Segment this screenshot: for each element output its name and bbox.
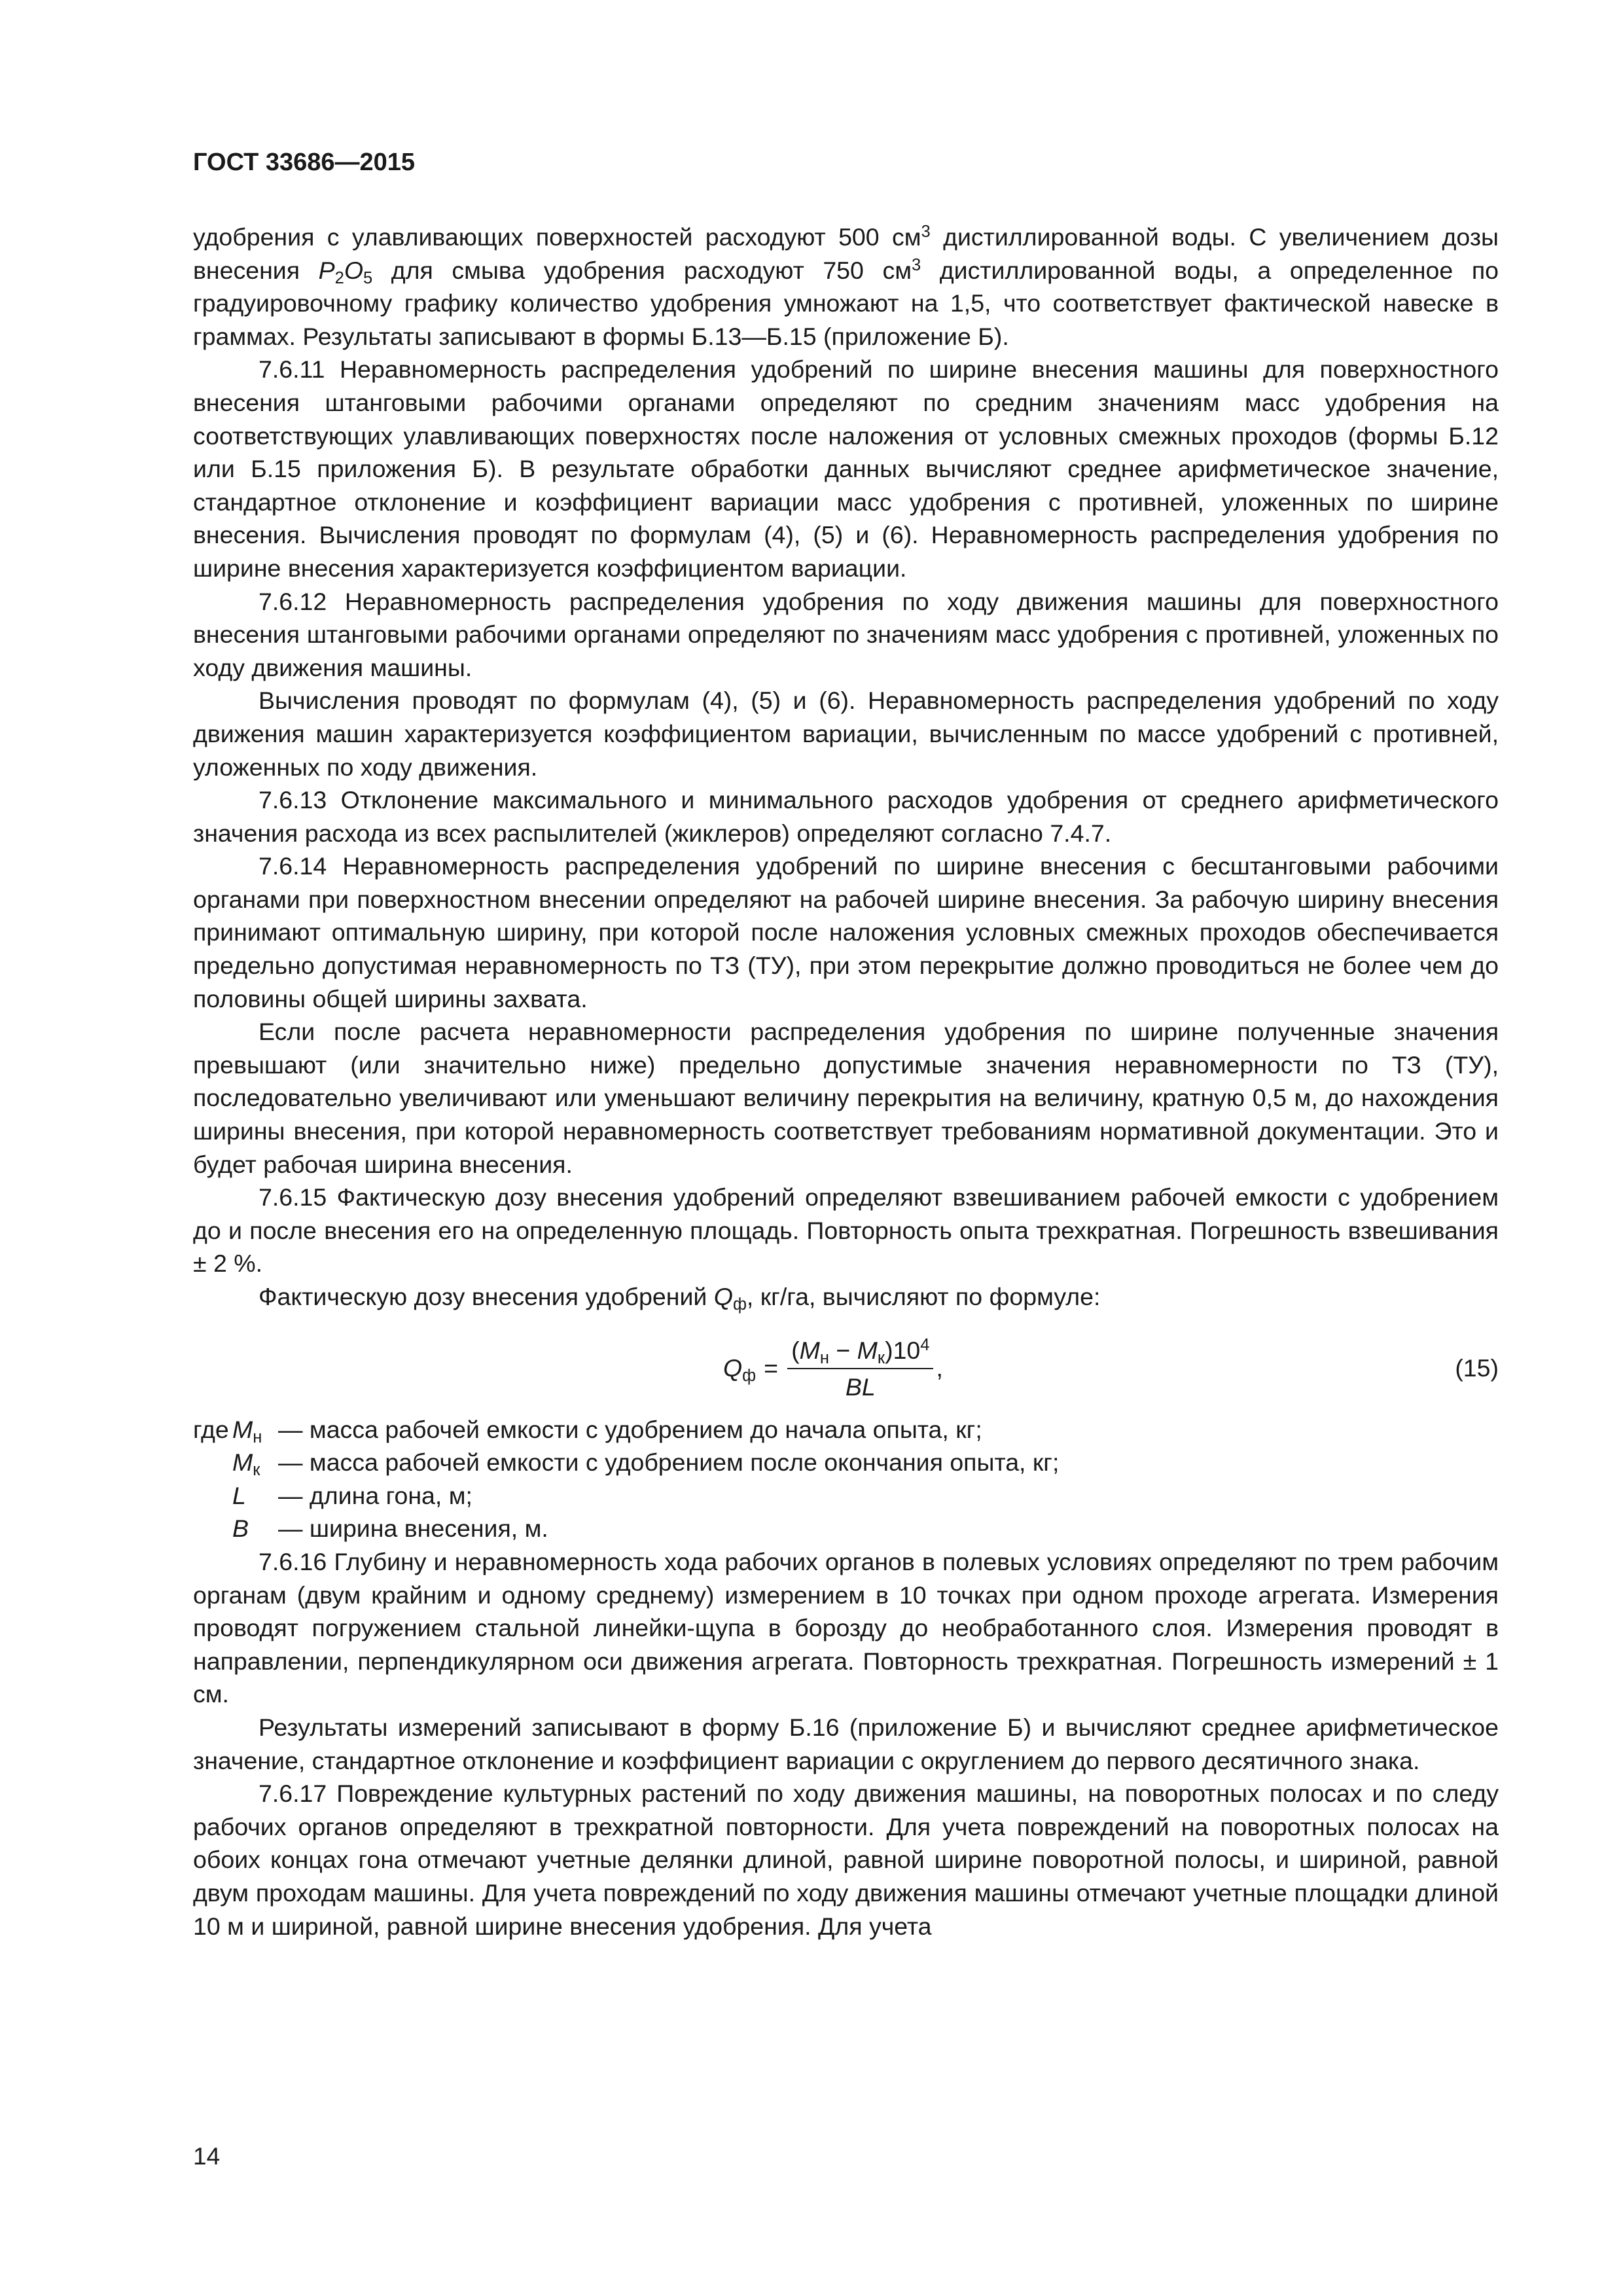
subscript: к bbox=[877, 1348, 885, 1367]
formula-number: (15) bbox=[1455, 1354, 1499, 1382]
formula-expression bbox=[723, 1327, 943, 1410]
formula-comma: , bbox=[936, 1354, 943, 1382]
formula-symbol: Q bbox=[713, 1283, 733, 1310]
formula-fraction bbox=[787, 1335, 933, 1402]
paragraph-7-6-11: 7.6.11 Неравномерность распределения удобрений по ширине внесения машины для поверхностного внесения штанговыми рабочими органами определяют по средним значениям масс удобрения на соответствующих улавливающих поверхностях после наложения от условных смежных проходов (формы Б.12 или Б.15 приложения Б). В результате обработки данных вычисляют среднее арифметическое значение, стандартное отклонение и коэффициент вариации масс удобрения с противней, уложенных по ширине внесения. Вычисления проводят по формулам (4), (5) и (6). Неравномерность распределения удобрения по ширине внесения характеризуется коэффициентом вариации. bbox=[193, 355, 1499, 582]
subscript: н bbox=[819, 1348, 829, 1367]
paragraph-calculation: Вычисления проводят по формулам (4), (5) и (6). Неравномерность распределения удобрений по ходу движения машин характеризуется коэффициентом вариации, вычисленным по массе удобрений с противней, уложенных по ходу движения. bbox=[193, 687, 1499, 781]
text-run: Фактическую дозу внесения удобрений bbox=[259, 1283, 714, 1310]
subscript: ф bbox=[742, 1367, 757, 1386]
formula-symbol: O bbox=[344, 256, 364, 284]
where-definition: — масса рабочей емкости с удобрением до начала опыта, кг; bbox=[278, 1415, 982, 1443]
superscript: 4 bbox=[920, 1335, 930, 1354]
subscript: к bbox=[253, 1461, 260, 1480]
text-run: ( bbox=[791, 1336, 800, 1364]
paragraph-7-6-14: 7.6.14 Неравномерность распределения удобрений по ширине внесения с бесштанговыми рабочими органами при поверхностном внесении определяют на рабочей ширине внесения. За рабочую ширину внесения принимают оптимальную ширину, при которой после наложения условных смежных проходов обеспечивается предельно допустимая неравномерность по ТЗ (ТУ), при этом перекрытие должно проводиться не более чем до половины общей ширины захвата. bbox=[193, 852, 1499, 1013]
where-symbol bbox=[232, 1413, 278, 1446]
formula-symbol: M bbox=[232, 1448, 253, 1477]
text-run: дистиллированной воды. С увеличением дозы внесения bbox=[193, 223, 1499, 284]
text-run: , кг/га, вычисляют по формуле: bbox=[746, 1283, 1101, 1310]
formula-numerator bbox=[787, 1335, 933, 1368]
where-symbol bbox=[232, 1512, 278, 1545]
formula-symbol: M bbox=[232, 1415, 253, 1443]
text-run: − bbox=[829, 1336, 857, 1364]
document-header: ГОСТ 33686—2015 bbox=[193, 149, 416, 176]
where-definition: — масса рабочей емкости с удобрением после окончания опыта, кг; bbox=[278, 1448, 1060, 1477]
formula-symbol: B bbox=[232, 1515, 249, 1543]
where-list bbox=[193, 1413, 1499, 1545]
where-symbol bbox=[232, 1446, 278, 1479]
document-page bbox=[193, 147, 1499, 2176]
where-row bbox=[193, 1479, 1499, 1513]
formula-15 bbox=[193, 1327, 1499, 1410]
superscript: 3 bbox=[912, 255, 921, 274]
page-number: 14 bbox=[193, 2143, 221, 2170]
where-row bbox=[193, 1446, 1499, 1479]
formula-symbol: Q bbox=[723, 1354, 743, 1382]
where-row bbox=[193, 1512, 1499, 1545]
formula-lhs bbox=[723, 1352, 756, 1385]
document-body bbox=[193, 221, 1499, 1943]
paragraph-7-6-16: 7.6.16 Глубину и неравномерность хода рабочих органов в полевых условиях определяют по трем рабочим органам (двум крайним и одному среднему) измерением в 10 точках при одном проходе агрегата. Измерения проводят погружением стальной линейки-щупа в борозду до необработанного слоя. Измерения проводят в направлении, перпендикулярном оси движения агрегата. Повторность трехкратная. Погрешность измерений ± 1 см. bbox=[193, 1547, 1499, 1708]
paragraph-continuation bbox=[193, 221, 1499, 353]
paragraph-7-6-15: 7.6.15 Фактическую дозу внесения удобрений определяют взвешиванием рабочей емкости с удобрением до и после внесения его на определенную площадь. Повторность опыта трехкратная. Погрешность взвешивания ± 2 %. bbox=[193, 1183, 1499, 1278]
paragraph-formula-intro bbox=[193, 1280, 1499, 1314]
text-run: для смыва удобрения расходуют 750 см bbox=[372, 256, 912, 284]
paragraph-results: Результаты измерений записывают в форму Б.16 (приложение Б) и вычисляют среднее арифметическое значение, стандартное отклонение и коэффициент вариации с округлением до первого десятичного знака. bbox=[193, 1713, 1499, 1774]
where-definition: — ширина внесения, м. bbox=[278, 1515, 548, 1543]
subscript: ф bbox=[732, 1295, 747, 1314]
formula-symbol: M bbox=[857, 1336, 878, 1364]
text-run: удобрения с улавливающих поверхностей расходуют 500 см bbox=[193, 223, 921, 251]
paragraph-overlap: Если после расчета неравномерности распределения удобрения по ширине полученные значения превышают (или значительно ниже) предельно допустимые значения неравномерности по ТЗ (ТУ), последовательно увеличивают или уменьшают величину перекрытия на величину, кратную 0,5 м, до нахождения ширины внесения, при которой неравномерность соответствует требованиям нормативной документации. Это и будет рабочая ширина внесения. bbox=[193, 1018, 1499, 1178]
formula-symbol: L bbox=[232, 1481, 246, 1509]
where-spacer bbox=[193, 1479, 232, 1513]
paragraph-7-6-13: 7.6.13 Отклонение максимального и минимального расходов удобрения от среднего арифметического значения расхода из всех распылителей (жиклеров) определяют согласно 7.4.7. bbox=[193, 786, 1499, 847]
where-symbol bbox=[232, 1479, 278, 1513]
formula-symbol: P bbox=[318, 256, 335, 284]
where-row bbox=[193, 1413, 1499, 1446]
superscript: 3 bbox=[921, 223, 931, 242]
where-spacer bbox=[193, 1446, 232, 1479]
subscript: н bbox=[253, 1427, 262, 1446]
where-spacer bbox=[193, 1512, 232, 1545]
formula-denominator: BL bbox=[845, 1372, 876, 1401]
subscript: 2 bbox=[334, 268, 344, 287]
subscript: 5 bbox=[363, 268, 373, 287]
paragraph-7-6-12: 7.6.12 Неравномерность распределения удобрения по ходу движения машины для поверхностного внесения штанговыми рабочими органами определяют по значениям масс удобрения с противней, уложенных по ходу движения машины. bbox=[193, 587, 1499, 681]
text-run: )10 bbox=[885, 1336, 921, 1364]
where-definition: — длина гона, м; bbox=[278, 1481, 473, 1509]
paragraph-7-6-17: 7.6.17 Повреждение культурных растений по ходу движения машины, на поворотных полосах и по следу рабочих органов определяют в трехкратной повторности. Для учета повреждений на поворотных полосах на обоих концах гона отмечают учетные делянки длиной, равной ширине поворотной полосы, и шириной, равной двум проходам машины. Для учета повреждений по ходу движения машины отмечают учетные площадки длиной 10 м и шириной, равной ширине внесения удобрения. Для учета bbox=[193, 1780, 1499, 1940]
equals-sign: = bbox=[764, 1354, 779, 1382]
formula-symbol: M bbox=[799, 1336, 820, 1364]
text-run: дистиллированной воды, а определенное по градуировочному графику количество удобрения умножают на 1,5, что соответствует фактической навеске в граммах. Результаты записывают в формы Б.13—Б.15 (приложение Б). bbox=[193, 256, 1499, 350]
where-label: где bbox=[193, 1415, 229, 1443]
